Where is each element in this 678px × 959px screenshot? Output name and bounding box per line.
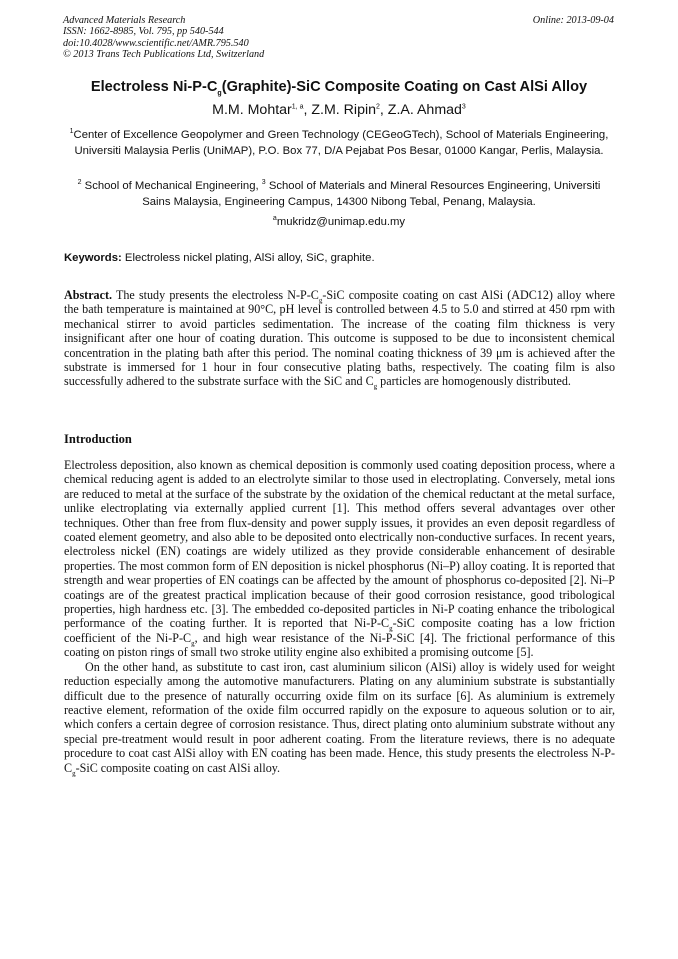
paper-title: Electroless $Ni-P-C_g(Graphite)$-SiC Composite Coating on Cast AlSi Alloy — [90, 79, 588, 97]
author-list: M.M. Mohtar$^{1, a}$, Z.M. Ripin$^2$, Z.A. Ahmad$^3$ — [212, 102, 466, 118]
author-name: Z.M. Ripin — [311, 102, 376, 118]
author-name: Z.A. Ahmad — [387, 102, 462, 118]
introduction-section — [64, 458, 615, 775]
affiliation-1: $^1$Center of Excellence Geopolymer and Green Technology (CEGeoGTech), School of Materials Engineering, Universiti Malaysia Perlis (UniMAP), P.O. Box 77, D/A Pejabat Pos Besar, 01000 Kangar, Perlis, Malaysia. — [69, 128, 609, 157]
journal-issn: ISSN: 1662-8985, Vol. 795, pp 540-544 — [63, 26, 224, 38]
author-name: M.M. Mohtar — [212, 102, 292, 118]
journal-name: Advanced Materials Research — [63, 15, 186, 26]
keywords: Keywords: Electroless nickel plating, AlSi alloy, SiC, graphite. — [64, 252, 375, 264]
abstract-label: Abstract. — [64, 288, 113, 302]
affiliation-2-3: $^2$ School of Mechanical Engineering, $^3$ School of Materials and Mineral Resources Engineering, Universiti Sains Malaysia, Engineering Campus, 14300 Nibong Tebal, Penang, Malaysia. — [77, 179, 601, 208]
abstract: Abstract. The study presents the electroless $N-P-C_g$-SiC composite coating on cast AlSi (ADC12) alloy where the bath temperature is maintained at 90°C, pH level is controlled between 4.5 to 5.0 and stirred at 450 rpm with mechanical stirrer to avoid particles sedimentation. The increase of the coating film thickness is very insignificant after one hour of coating duration. This outcome is supposed to be due to inconsistent chemical concentration in the plating bath after this period. The nominal coating thickness of 39 μm is achieved after the substrate is immersed for 1 hour in four consecutive plating baths, respectively. The coating film is also successfully adhered to the substrate surface with the SiC and $C_g$ particles are homogenously distributed. — [64, 288, 615, 391]
online-date: Online: 2013-09-04 — [532, 15, 614, 26]
journal-copyright: © 2013 Trans Tech Publications Ltd, Switzerland — [63, 48, 265, 60]
paragraph: On the other hand, as substitute to cast iron, cast aluminium silicon (AlSi) alloy is widely used for weight reduction especially among the automotive manufacturers. Plating on any aluminium substrate is substantially difficult due to the presence of naturally occurring oxide film on its surface [6]. As aluminium is extremely reactive element, reformation of the oxide film occurred rapidly on the exposure to aqueous solution or to air, which confers a certain degree of corrosion resistance. Thus, direct plating onto aluminium substrate without any special pre-treatment would result in poor adherent coating. From the literature reviews, there is no adequate procedure to coat cast AlSi alloy with EN coating has been made. Hence, this study presents the electroless $N-P-C_g$-SiC composite coating on cast AlSi alloy. — [64, 659, 615, 777]
paragraph: Electroless deposition, also known as chemical deposition is commonly used coating deposition process, where a chemical reducing agent is added to an electrolyte similar to those used in electroplating. Conversely, metal ions are reduced to metal at the surface of the substrate by the oxidation of the chemical reductant at the metal surface, unlike electroplating via externally applied current [1]. This method offers several advantages over other techniques. Other than free from flux-density and power supply issues, it provides an even deposit regardless of coated element geometry, and also able to be deposited onto electrically non-conductive surfaces. In recent years, electroless nickel (EN) coatings are widely utilized as they provide considerable enhancement of desirable properties. The most common form of EN deposition is nickel phosphorus (Ni–P) alloy coating. It is reported that strength and wear properties of EN coatings can be affected by the amount of phosphorus co-deposited [2]. Ni–P coatings are of the greatest practical implication because of their good corrosion resistance, good tribological properties, high hardness etc. [3]. The embedded co-deposited particles in Ni-P coating enhance the tribological performance of the coating further. It is reported that $Ni-P-C_g$-SiC composite coating has a low friction coefficient of the $Ni-P-C_g$, and high wear resistance of the Ni-P-SiC [4]. The frictional performance of this coating on piston rings of small two stroke utility engine also exhibited a promising outcome [5]. — [64, 458, 615, 660]
corresponding-email: $^a$mukridz@unimap.edu.my — [272, 215, 406, 228]
journal-doi: doi:10.4028/www.scientific.net/AMR.795.540 — [63, 37, 249, 49]
journal-header — [63, 15, 264, 60]
section-heading: Introduction — [64, 432, 132, 446]
keywords-label: Keywords: — [64, 252, 122, 264]
